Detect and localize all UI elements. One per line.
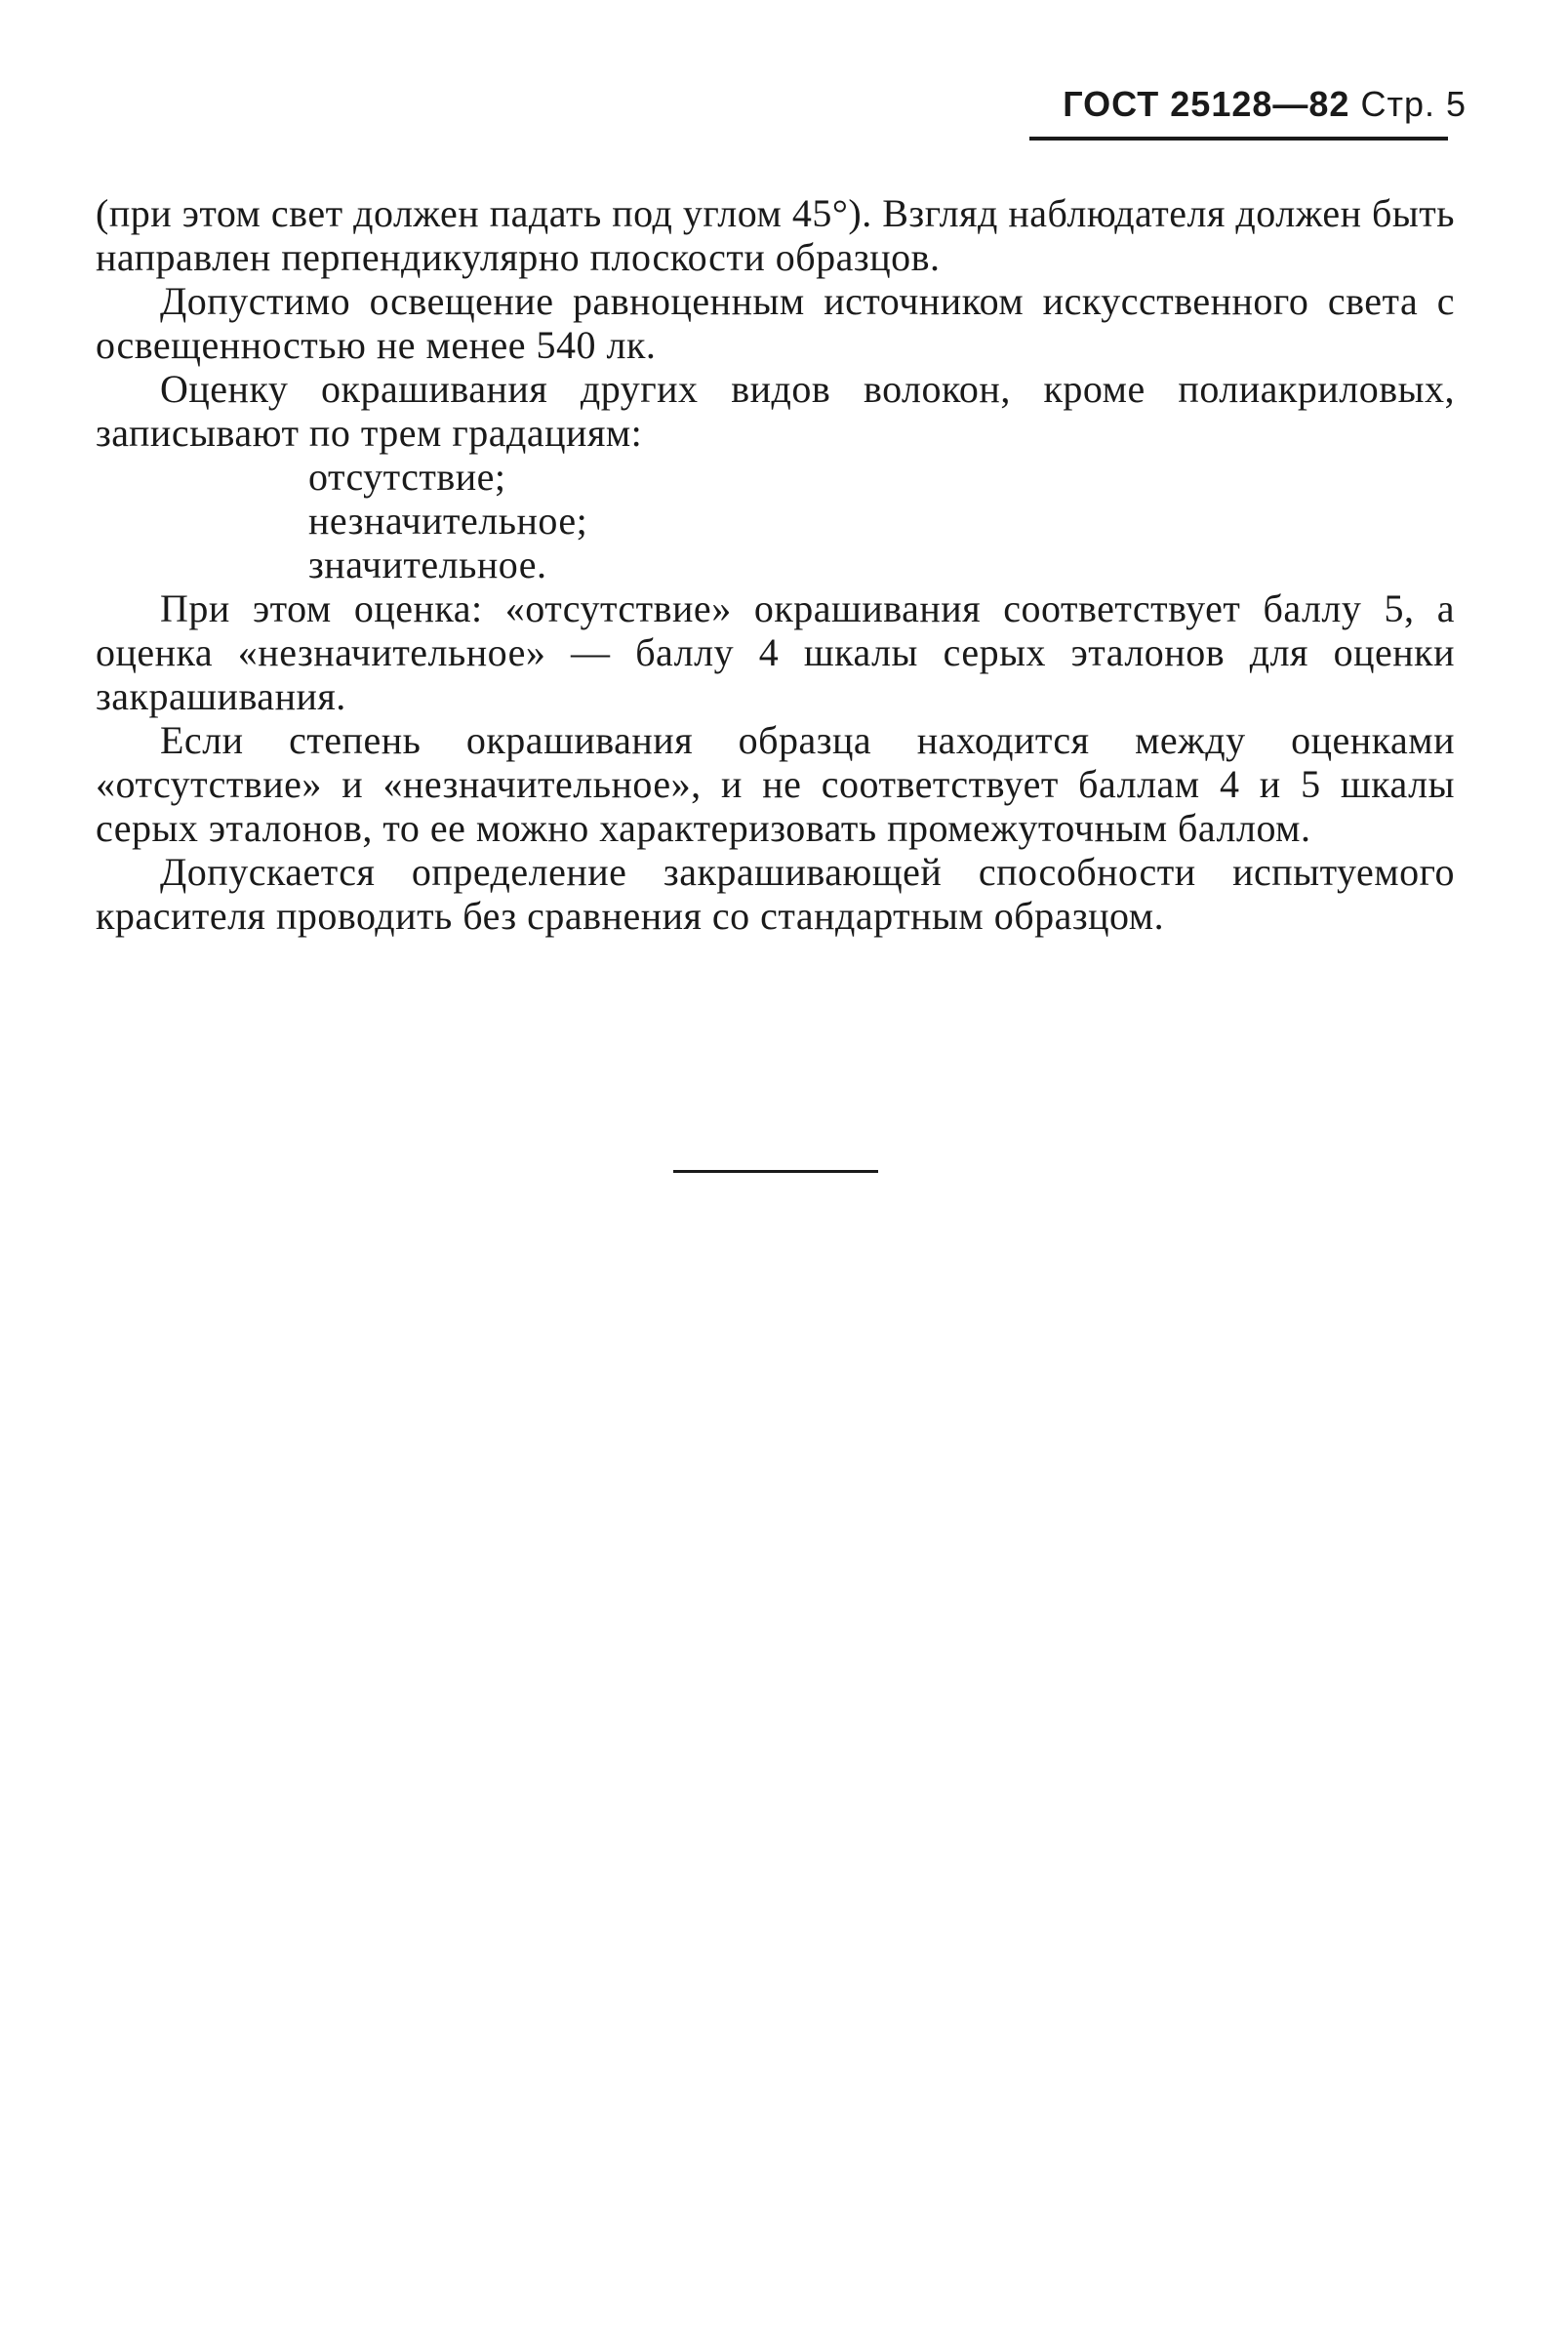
paragraph-assessment: При этом оценка: «отсутствие» окрашивания соответствует баллу 5, а оценка «незначительное» — баллу 4 шкалы серых эталонов для оценки закрашивания. (96, 586, 1455, 718)
paragraph-continuation: (при этом свет должен падать под углом 45°). Взгляд наблюдателя должен быть направлен перпендикулярно плоскости образцов. (96, 191, 1455, 279)
paragraph-gradations: Оценку окрашивания других видов волокон, кроме полиакриловых, записывают по трем градациям: (96, 367, 1455, 455)
body-text (96, 191, 1455, 938)
paragraph-allowed: Допускается определение закрашивающей способности испытуемого красителя проводить без сравнения со стандартным образцом. (96, 850, 1455, 938)
list-item: значительное. (308, 543, 547, 586)
paragraph-illumination: Допустимо освещение равноценным источником искусственного света с освещенностью не менее 540 лк. (96, 279, 1455, 367)
header-rule (1029, 137, 1448, 141)
page-header (1063, 84, 1467, 125)
end-rule (673, 1170, 878, 1173)
list-item: отсутствие; (308, 455, 506, 499)
list-item: незначительное; (308, 499, 588, 543)
page-number: Стр. 5 (1360, 84, 1467, 124)
standard-number: ГОСТ 25128—82 (1063, 84, 1350, 124)
paragraph-intermediate: Если степень окрашивания образца находится между оценками «отсутствие» и «незначительное», и не соответствует баллам 4 и 5 шкалы серых эталонов, то ее можно характеризовать промежуточным баллом. (96, 718, 1455, 850)
